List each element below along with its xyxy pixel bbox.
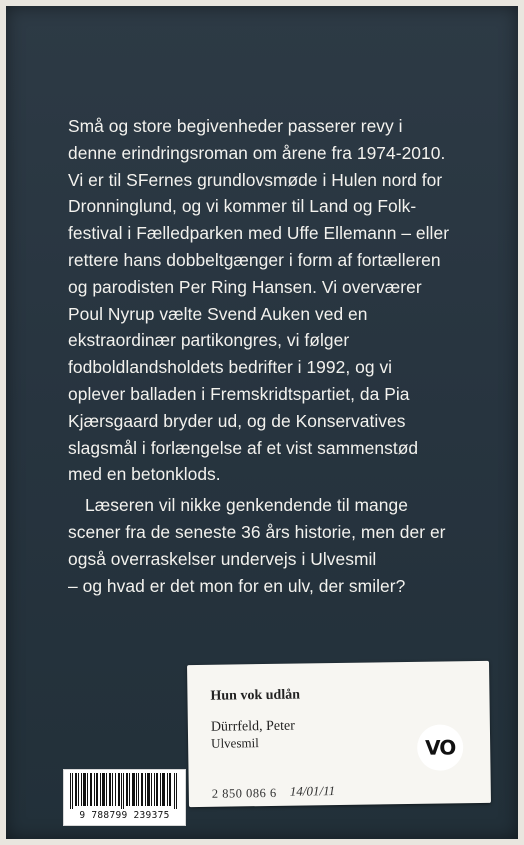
blurb-line: og parodisten Per Ring Hansen. Vi overværer bbox=[68, 276, 422, 297]
loan-label-title: Ulvesmil bbox=[211, 735, 259, 751]
blurb-line: rettere hans dobbeltgænger i form af fortælleren bbox=[68, 249, 441, 270]
blurb-line: Kjærsgaard bryder ud, og de Konservatives bbox=[68, 410, 406, 431]
book-back-cover bbox=[6, 6, 518, 839]
loan-label-code: 2 850 086 6 bbox=[211, 785, 277, 801]
blurb-line: Dronninglund, og vi kommer til Land og Folk- bbox=[68, 196, 417, 217]
loan-label-author: Dürrfeld, Peter bbox=[210, 718, 295, 735]
blurb-line: Små og store begivenheder passerer revy i bbox=[68, 116, 403, 136]
blurb-line: denne erindringsroman om årene fra 1974-2010. bbox=[68, 142, 446, 163]
blurb-line: Vi er til SFernes grundlovsmøde i Hulen nord for bbox=[68, 169, 443, 190]
loan-label-date: 14/01/11 bbox=[289, 783, 336, 799]
blurb-line: slagsmål i forlængelse af et vist sammenstød bbox=[68, 437, 419, 458]
loan-label-heading: Hun vok udlån bbox=[210, 687, 301, 704]
isbn-number: 9 788799 239375 bbox=[79, 810, 170, 821]
vo-badge: VO bbox=[417, 724, 464, 771]
blurb-line: Poul Nyrup vælte Svend Auken ved en bbox=[68, 303, 368, 324]
blurb-line: – og hvad er det mon for en ulv, der smiler? bbox=[68, 575, 406, 596]
back-cover-blurb bbox=[68, 113, 488, 599]
isbn-barcode bbox=[63, 769, 186, 826]
blurb-line: oplever balladen i Fremskridtspartiet, da Pia bbox=[68, 383, 410, 404]
barcode-bars bbox=[70, 773, 179, 809]
blurb-line: også overraskelser undervejs i Ulvesmil bbox=[68, 548, 377, 569]
blurb-line: festival i Fælledparken med Uffe Ellemann – eller bbox=[68, 223, 450, 244]
library-loan-label bbox=[187, 661, 491, 807]
blurb-line: Læseren vil nikke genkendende til mange bbox=[85, 495, 408, 516]
blurb-line: med en betonklods. bbox=[68, 464, 221, 485]
blurb-line: ekstraordinær partikongres, vi følger bbox=[68, 330, 350, 351]
blurb-line: scener fra de seneste 36 års historie, men der er bbox=[68, 521, 446, 542]
blurb-paragraph-2 bbox=[68, 492, 488, 599]
blurb-line: fodboldlandsholdets bedrifter i 1992, og vi bbox=[68, 357, 393, 378]
blurb-paragraph-1 bbox=[68, 113, 488, 488]
